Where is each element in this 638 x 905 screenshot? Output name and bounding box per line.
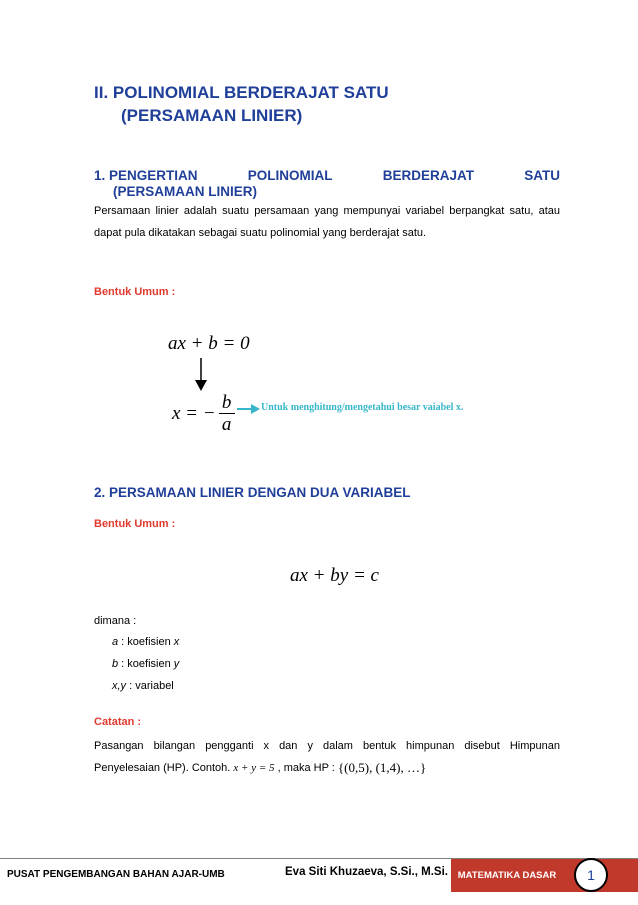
footer-subject: MATEMATIKA DASAR — [457, 870, 557, 881]
page-number-circle — [574, 858, 608, 892]
symbol-b: b — [112, 658, 119, 670]
section-2-heading: 2. PERSAMAAN LINIER DENGAN DUA VARIABEL — [94, 485, 411, 500]
catatan-example-equation: x + y = 5 — [233, 762, 275, 774]
definition-b-var: y — [173, 658, 180, 670]
definition-xy-text: : variabel — [126, 680, 174, 692]
definition-xy — [112, 680, 174, 692]
definition-a — [112, 636, 179, 648]
section-1-heading-part-1 — [94, 168, 198, 183]
definition-paragraph: Persamaan linier adalah suatu persamaan yang mempunyai variabel berpangkat satu, atau dapat pula dikatakan sebagai suatu polinomial yang berderajat satu. — [94, 205, 560, 239]
fraction-b-over-a — [219, 392, 235, 435]
page-number: 1 — [587, 867, 595, 883]
equation-linear: ax + b = 0 — [168, 333, 250, 354]
section-1-heading — [94, 168, 560, 183]
catatan-maka-hp: , maka HP : — [274, 762, 338, 774]
footer-institution: PUSAT PENGEMBANGAN BAHAN AJAR-UMB — [7, 869, 225, 880]
section-1-number: 1. — [94, 168, 106, 183]
definition-b-text: : koefisien — [118, 658, 174, 670]
footer-author: Eva Siti Khuzaeva, S.Si., M.Si. — [285, 866, 448, 878]
symbol-xy: x,y — [112, 680, 127, 692]
section-1-word-2: POLINOMIAL — [247, 168, 333, 183]
fraction-denominator: a — [221, 414, 232, 435]
right-arrow-icon — [237, 403, 261, 415]
footer-subject-badge — [451, 859, 563, 892]
catatan-solution-set: {(0,5), (1,4), …} — [337, 760, 427, 775]
section-1-bentuk-umum-label: Bentuk Umum : — [94, 286, 176, 298]
catatan-line-2-text: Penyelesaian (HP). Contoh. — [94, 762, 234, 774]
note-text: Untuk menghitung/mengetahui besar vaiabel x. — [261, 402, 464, 413]
catatan-label: Catatan : — [94, 716, 142, 728]
chapter-title: II. POLINOMIAL BERDERAJAT SATU — [94, 83, 389, 102]
equation-two-variable: ax + by = c — [290, 565, 379, 586]
dimana-label: dimana : — [94, 615, 137, 627]
section-1-word-3: BERDERAJAT — [382, 168, 474, 183]
equation-solution-lhs: x = − — [172, 402, 216, 424]
symbol-a: a — [112, 636, 119, 648]
catatan-line-2 — [94, 760, 426, 776]
catatan-line-1: Pasangan bilangan pengganti x dan y dalam bentuk himpunan disebut Himpunan — [94, 740, 560, 752]
equation-solution — [172, 392, 235, 435]
section-2-bentuk-umum-label: Bentuk Umum : — [94, 518, 176, 530]
section-1-word-4: SATU — [524, 168, 560, 183]
chapter-subtitle: (PERSAMAAN LINIER) — [121, 106, 303, 125]
definition-a-var: x — [173, 636, 180, 648]
definition-a-text: : koefisien — [118, 636, 174, 648]
definition-b — [112, 658, 179, 670]
fraction-numerator: b — [221, 392, 232, 413]
section-1-heading-line-2: (PERSAMAAN LINIER) — [113, 184, 257, 199]
down-arrow-icon — [194, 358, 208, 392]
section-1-word-1: PENGERTIAN — [109, 168, 198, 183]
